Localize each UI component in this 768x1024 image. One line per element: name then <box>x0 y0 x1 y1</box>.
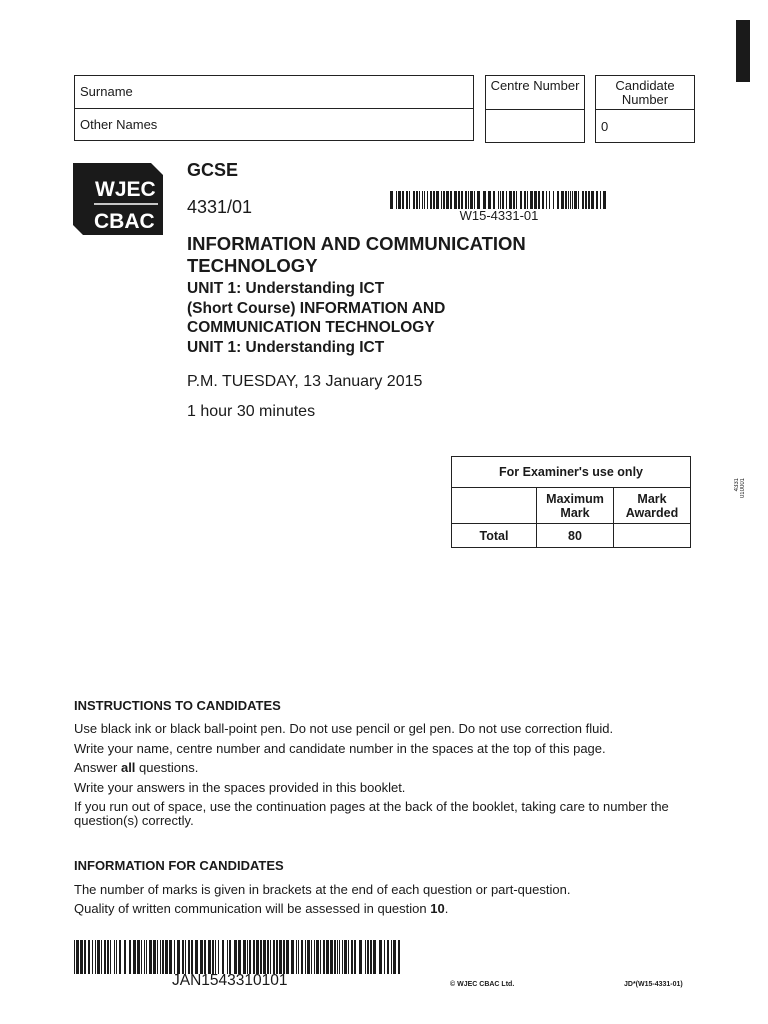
candidate-number-label: Candidate Number <box>596 76 694 110</box>
max-mark-header: Maximum Mark <box>537 488 614 524</box>
wjec-cbac-logo <box>73 163 163 235</box>
surname-field[interactable] <box>75 76 473 108</box>
other-names-label: Other Names <box>80 117 158 132</box>
paper-reference: JD*(W15-4331-01) <box>624 981 683 988</box>
mark-awarded-header: Mark Awarded <box>614 488 691 524</box>
information-line: Quality of written communication will be assessed in question 10. <box>74 901 449 916</box>
registration-mark <box>736 20 750 82</box>
instructions-heading: INSTRUCTIONS TO CANDIDATES <box>74 698 281 713</box>
paper-barcode-text: W15-4331-01 <box>459 208 539 223</box>
copyright-text: © WJEC CBAC Ltd. <box>450 981 515 988</box>
booklet-barcode-text: JAN1543310101 <box>172 972 288 989</box>
side-paper-code: 4331 010001 <box>734 478 746 499</box>
examiner-table-blank <box>452 488 537 524</box>
centre-number-box <box>485 75 585 143</box>
instruction-line: Write your answers in the spaces provided in this booklet. <box>74 780 406 795</box>
exam-duration: 1 hour 30 minutes <box>187 403 316 420</box>
total-label: Total <box>452 524 537 548</box>
booklet-barcode <box>74 940 400 974</box>
instruction-line: Use black ink or black ball-point pen. Do not use pencil or gel pen. Do not use correction fluid. <box>74 721 614 736</box>
examiner-table-header: For Examiner's use only <box>452 457 691 488</box>
information-line: The number of marks is given in brackets at the end of each question or part-question. <box>74 882 571 897</box>
candidate-number-field[interactable]: 0 <box>601 119 609 134</box>
candidate-number-box <box>595 75 695 143</box>
instruction-line: If you run out of space, use the continuation pages at the back of the booklet, taking care to number the question(s) correctly. <box>74 799 669 828</box>
centre-number-field[interactable] <box>486 110 584 119</box>
instruction-line: Answer all questions. <box>74 760 199 775</box>
paper-barcode <box>390 191 608 209</box>
instruction-line: Write your name, centre number and candidate number in the spaces at the top of this page. <box>74 741 606 756</box>
exam-session: P.M. TUESDAY, 13 January 2015 <box>187 373 423 390</box>
total-max-mark: 80 <box>537 524 614 548</box>
examiner-table <box>451 456 691 548</box>
logo-line1: WJEC <box>95 178 156 201</box>
centre-number-label: Centre Number <box>486 76 584 110</box>
qualification-level: GCSE <box>187 160 239 180</box>
candidate-name-box <box>74 75 474 141</box>
logo-line2: CBAC <box>94 210 155 233</box>
other-names-field[interactable] <box>75 108 473 141</box>
paper-code: 4331/01 <box>187 197 253 217</box>
subject-title: INFORMATION AND COMMUNICATION TECHNOLOGY <box>187 233 526 276</box>
unit-title: UNIT 1: Understanding ICT (Short Course) INFORMATION AND COMMUNICATION TECHNOLOGY UNIT 1: Understanding ICT <box>187 280 446 356</box>
information-heading: INFORMATION FOR CANDIDATES <box>74 858 284 873</box>
surname-label: Surname <box>80 84 133 99</box>
total-mark-awarded[interactable] <box>614 524 691 548</box>
